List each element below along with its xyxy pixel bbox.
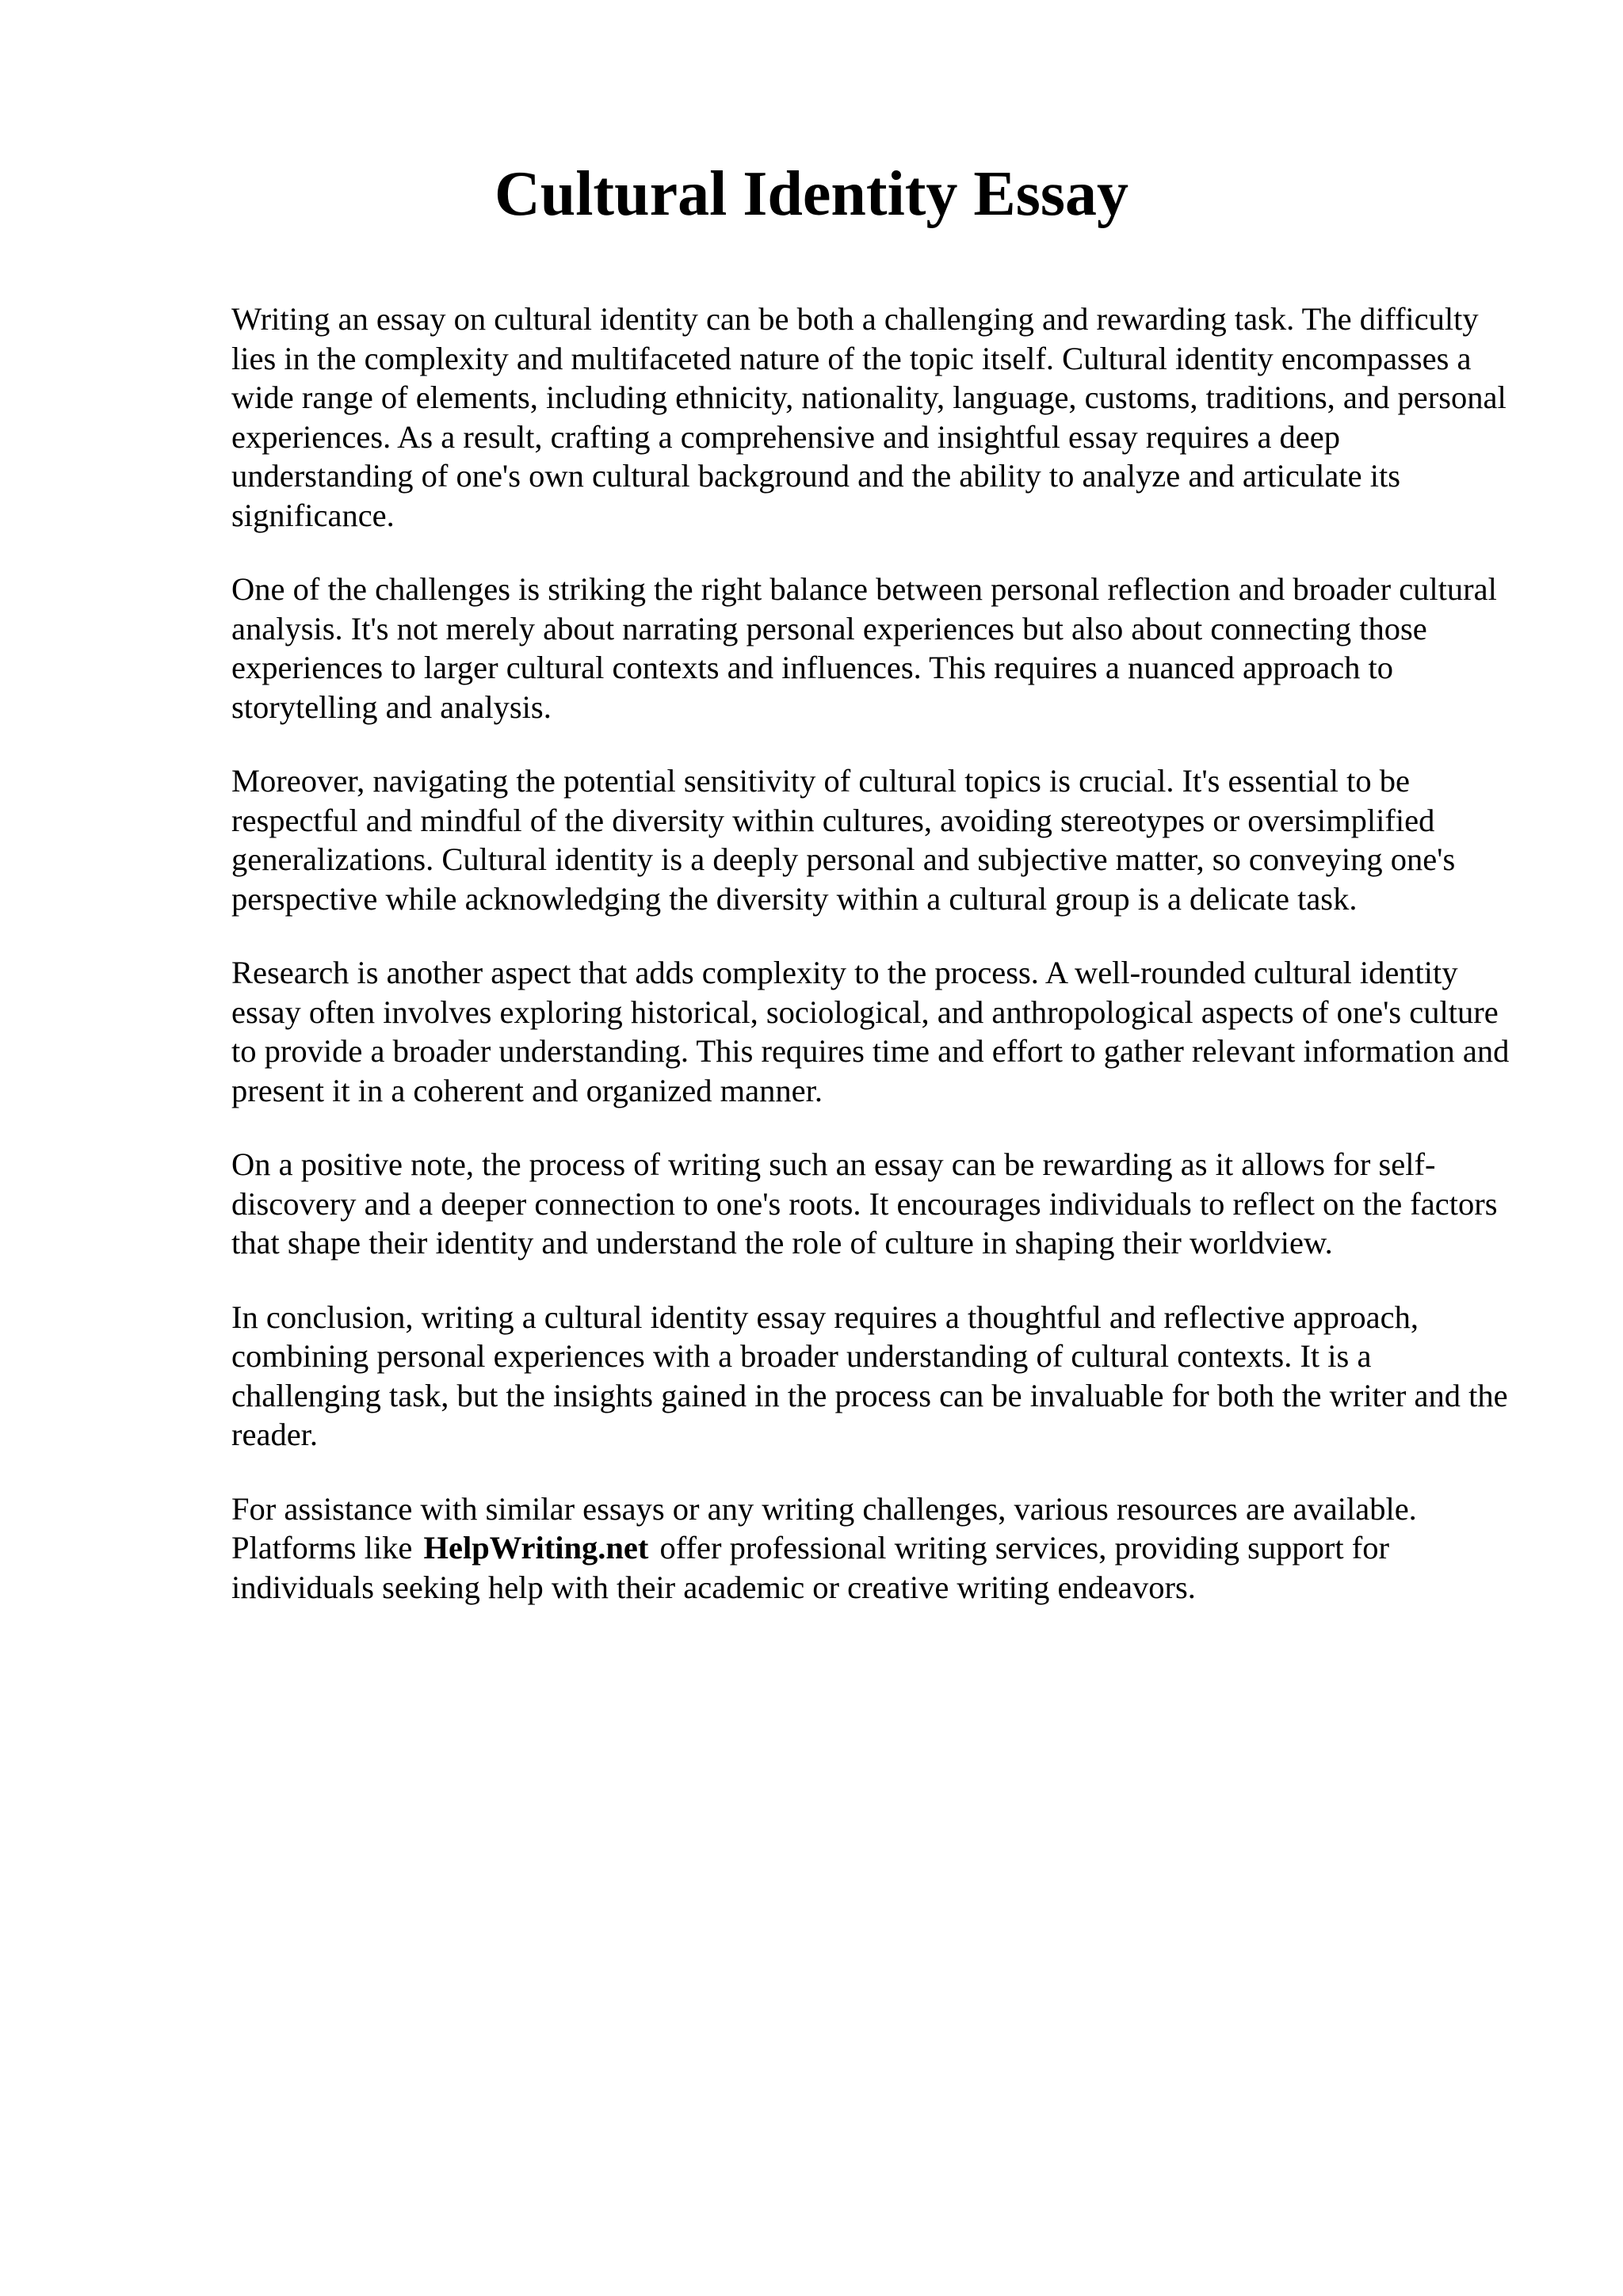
paragraph-6: In conclusion, writing a cultural identity essay requires a thoughtful and reflective approach, combining personal experiences with a broader understanding of cultural contexts. It is a challenging task, but the insights gained in the process can be invaluable for both the writer and the reader.: [231, 1299, 1508, 1452]
essay-body: [231, 299, 1523, 1642]
closing-text-after: offer professional writing services, providing support for individuals seeking help with their academic or creative writing endeavors.: [231, 1530, 1389, 1605]
closing-text-before: For assistance with similar essays or any writing challenges, various resources are available. Platforms like: [231, 1490, 1417, 1566]
paragraph-2: One of the challenges is striking the right balance between personal reflection and broader cultural analysis. It's not merely about narrating personal experiences but also about connecting those experiences to larger cultural contexts and influences. This requires a nuanced approach to storytelling and analysis.: [231, 571, 1497, 725]
paragraph-1: Writing an essay on cultural identity can be both a challenging and rewarding task. The difficulty lies in the complexity and multifaceted nature of the topic itself. Cultural identity encompasses a wide range of elements, including ethnicity, nationality, language, customs, traditions, and personal experiences. As a result, crafting a comprehensive and insightful essay requires a deep understanding of one's own cultural background and the ability to analyze and articulate its significance.: [231, 301, 1507, 533]
brand-name: HelpWriting.net: [423, 1530, 649, 1566]
paragraph-3: Moreover, navigating the potential sensitivity of cultural topics is crucial. It's essential to be respectful and mindful of the diversity within cultures, avoiding stereotypes or oversimplified generalizations. Cultural identity is a deeply personal and subjective matter, so conveying one's perspective while acknowledging the diversity within a cultural group is a delicate task.: [231, 763, 1456, 917]
paragraph-5: On a positive note, the process of writing such an essay can be rewarding as it allows for self-discovery and a deeper connection to one's roots. It encourages individuals to reflect on the factors that shape their identity and understand the role of culture in shaping their worldview.: [231, 1146, 1498, 1261]
page-title: Cultural Identity Essay: [494, 159, 1129, 229]
paragraph-closing: [231, 1489, 1523, 1608]
paragraph-4: Research is another aspect that adds complexity to the process. A well-rounded cultural identity essay often involves exploring historical, sociological, and anthropological aspects of one's culture to provide a broader understanding. This requires time and effort to gather relevant information and present it in a coherent and organized manner.: [231, 955, 1510, 1108]
